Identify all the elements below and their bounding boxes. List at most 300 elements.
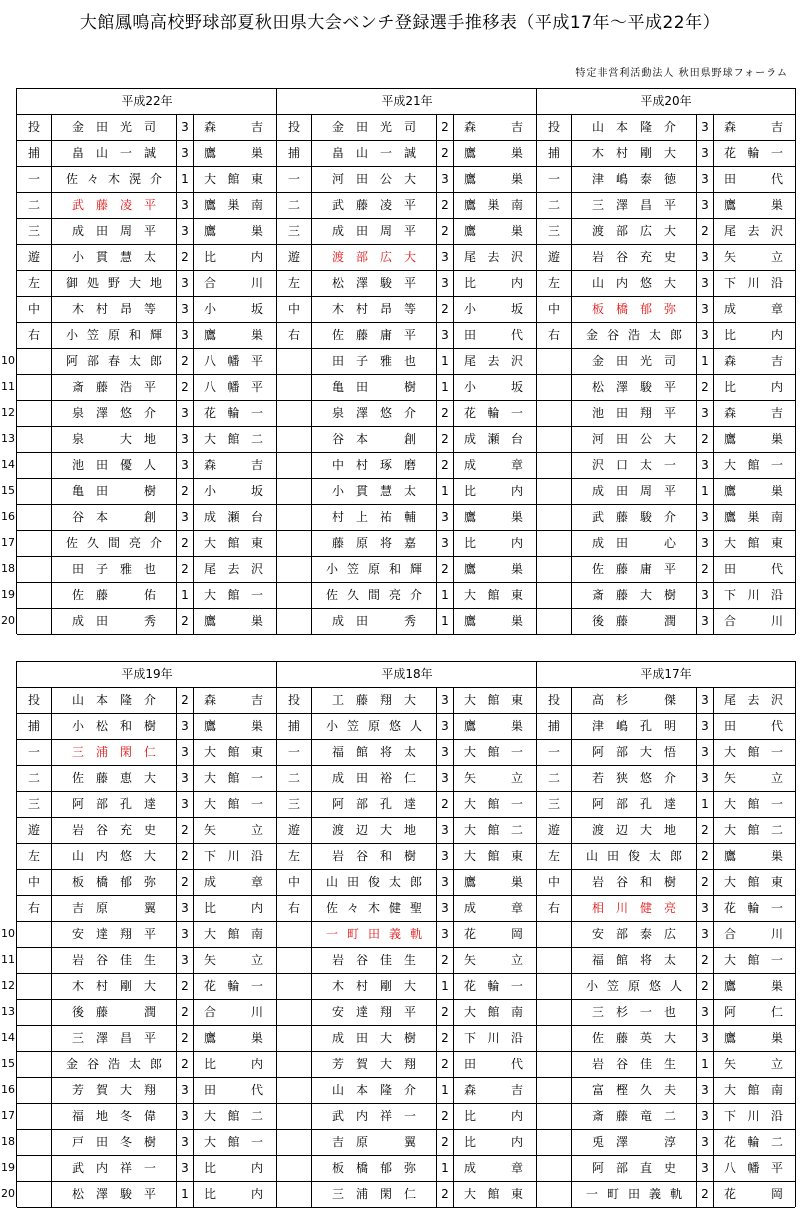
school-cell: [454, 375, 537, 400]
school-cell: [714, 531, 797, 556]
player-name-cell: [52, 167, 177, 192]
player-name: 山本隆介: [592, 120, 676, 134]
player-row: [17, 844, 277, 870]
position-cell: [537, 557, 572, 582]
grade-cell: 3: [437, 766, 454, 791]
school-cell: [194, 974, 277, 999]
grade-cell: 3: [697, 505, 714, 530]
player-name-cell: [312, 141, 437, 166]
school-name: 鷹巣: [204, 328, 263, 342]
player-name-cell: [52, 714, 177, 739]
grade-cell: 2: [437, 948, 454, 973]
school-name: 森吉: [204, 693, 263, 707]
grade-cell: 3: [177, 714, 194, 739]
row-number: [0, 244, 17, 270]
player-name: 泉澤悠介: [332, 406, 416, 420]
player-name: 木村剛大: [592, 146, 676, 160]
position-cell: [17, 1104, 52, 1129]
player-name-cell: [572, 375, 697, 400]
school-cell: [454, 557, 537, 582]
school-cell: [714, 349, 797, 374]
grade-cell: 3: [177, 323, 194, 348]
school-name: 鷹巣: [464, 172, 523, 186]
school-cell: [194, 1130, 277, 1155]
school-name: 大館東: [204, 745, 263, 759]
player-name-cell: [312, 922, 437, 947]
grade-cell: 3: [177, 271, 194, 296]
school-name: 比内: [204, 1187, 263, 1201]
position-cell: 一: [17, 167, 52, 192]
player-row: [277, 505, 537, 531]
player-row: [17, 531, 277, 557]
player-row: [17, 609, 277, 635]
player-name: 成田 心: [592, 536, 676, 550]
school-name: 矢立: [204, 823, 263, 837]
school-name: 花輪一: [204, 406, 263, 420]
position-cell: [277, 531, 312, 556]
school-cell: [454, 922, 537, 947]
school-cell: [194, 1052, 277, 1077]
grade-cell: 2: [437, 1026, 454, 1051]
player-row: [17, 453, 277, 479]
row-number: 16: [1, 1083, 15, 1096]
grade-cell: 2: [437, 193, 454, 218]
position-cell: [17, 557, 52, 582]
player-name-cell: [312, 193, 437, 218]
position-cell: 左: [537, 844, 572, 869]
school-name: 鷹巣: [464, 875, 523, 889]
page-title: 大館鳳鳴高校野球部夏秋田県大会ベンチ登録選手推移表（平成17年～平成22年）: [79, 13, 721, 33]
school-cell: [454, 1182, 537, 1207]
school-cell: [714, 1078, 797, 1103]
grade-cell: 2: [177, 870, 194, 895]
player-row: [277, 115, 537, 141]
grade-cell: 3: [177, 297, 194, 322]
grade-cell: 2: [177, 818, 194, 843]
school-cell: [194, 583, 277, 608]
year-panel: [276, 661, 537, 1207]
position-cell: 捕: [277, 141, 312, 166]
school-cell: [714, 193, 797, 218]
position-cell: 投: [277, 115, 312, 140]
player-name: 武内祥一: [332, 1109, 416, 1123]
position-cell: [277, 479, 312, 504]
school-cell: [454, 948, 537, 973]
grade-cell: 1: [437, 479, 454, 504]
school-name: 花輪二: [724, 1135, 783, 1149]
player-name: 山内悠大: [592, 276, 676, 290]
school-name: 森吉: [724, 120, 783, 134]
player-name: 佐久間亮介: [326, 588, 422, 602]
grade-cell: 2: [437, 453, 454, 478]
player-name: 津嶋孔明: [592, 719, 676, 733]
position-cell: 左: [17, 271, 52, 296]
player-name: 金田光司: [72, 120, 156, 134]
player-name-cell: [52, 1026, 177, 1051]
position-cell: 捕: [277, 714, 312, 739]
school-cell: [194, 766, 277, 791]
school-name: 大館東: [464, 588, 523, 602]
player-name: 佐藤庸平: [332, 328, 416, 342]
player-name-cell: [52, 1052, 177, 1077]
grade-cell: 3: [697, 609, 714, 634]
position-cell: 三: [277, 219, 312, 244]
position-cell: [277, 583, 312, 608]
player-row: [277, 583, 537, 609]
school-name: 大館二: [464, 823, 523, 837]
player-name: 小貫慧太: [72, 250, 156, 264]
school-name: 鷹巣: [724, 198, 783, 212]
school-cell: [714, 792, 797, 817]
player-name-cell: [312, 1026, 437, 1051]
grade-cell: 2: [177, 531, 194, 556]
school-name: 合川: [724, 614, 783, 628]
school-cell: [454, 427, 537, 452]
grade-cell: 3: [177, 193, 194, 218]
school-name: 矢立: [464, 953, 523, 967]
grade-cell: 2: [177, 1052, 194, 1077]
school-name: 比内: [204, 901, 263, 915]
row-number: [0, 296, 17, 322]
year-panel: [276, 88, 537, 634]
school-cell: [714, 974, 797, 999]
position-cell: 右: [277, 896, 312, 921]
school-name: 鷹巣南: [204, 198, 263, 212]
school-cell: [194, 505, 277, 530]
position-cell: 右: [17, 896, 52, 921]
player-name-cell: [52, 922, 177, 947]
player-name-cell: [572, 453, 697, 478]
grade-cell: 3: [437, 323, 454, 348]
school-cell: [454, 896, 537, 921]
player-name-cell: [312, 531, 437, 556]
player-row: [277, 896, 537, 922]
player-name: 山内悠大: [72, 849, 156, 863]
player-row: [537, 844, 795, 870]
player-name-cell: [52, 219, 177, 244]
player-row: [537, 948, 795, 974]
year-header: 平成18年: [277, 661, 537, 688]
player-name: 阿部孔達: [332, 797, 416, 811]
school-name: 大館南: [724, 1083, 783, 1097]
player-name: 藤原将嘉: [332, 536, 416, 550]
school-cell: [714, 1052, 797, 1077]
school-cell: [714, 583, 797, 608]
school-name: 矢立: [204, 953, 263, 967]
player-row: [537, 1026, 795, 1052]
player-name: 成田裕仁: [332, 771, 416, 785]
player-row: [17, 896, 277, 922]
position-cell: [17, 1156, 52, 1181]
position-cell: 二: [277, 766, 312, 791]
player-name: 山本隆介: [332, 1083, 416, 1097]
player-name-cell: [572, 583, 697, 608]
player-name: 若狭悠介: [592, 771, 676, 785]
position-cell: [537, 1104, 572, 1129]
grade-cell: 1: [437, 1078, 454, 1103]
player-name: 渡部広大: [592, 224, 676, 238]
position-cell: [537, 609, 572, 634]
grade-cell: 2: [177, 479, 194, 504]
school-cell: [454, 974, 537, 999]
school-cell: [714, 557, 797, 582]
row-number: 18: [1, 562, 15, 575]
row-number: [0, 322, 17, 348]
player-name-cell: [572, 1104, 697, 1129]
row-number: 16: [1, 510, 15, 523]
position-cell: 投: [17, 688, 52, 713]
school-cell: [194, 870, 277, 895]
row-number: [0, 791, 17, 817]
position-cell: [17, 531, 52, 556]
player-name: 武内祥一: [72, 1161, 156, 1175]
school-name: 成瀬台: [464, 432, 523, 446]
school-cell: [194, 297, 277, 322]
school-cell: [454, 453, 537, 478]
player-name-cell: [572, 740, 697, 765]
player-name-cell: [312, 297, 437, 322]
school-cell: [194, 1026, 277, 1051]
position-cell: [537, 1156, 572, 1181]
school-name: 大館一: [724, 458, 783, 472]
school-name: 田代: [464, 1057, 523, 1071]
player-name: 佐藤恵大: [72, 771, 156, 785]
grade-cell: 3: [177, 1130, 194, 1155]
player-name: 河田公大: [332, 172, 416, 186]
school-name: 大館一: [724, 797, 783, 811]
grade-cell: 2: [697, 870, 714, 895]
school-cell: [194, 375, 277, 400]
player-name: 板橋郁弥: [592, 302, 676, 316]
school-cell: [454, 1104, 537, 1129]
position-cell: 中: [537, 297, 572, 322]
player-name: 阿部孔達: [592, 797, 676, 811]
player-name: 亀田 樹: [72, 484, 156, 498]
school-name: 鷹巣: [204, 1031, 263, 1045]
player-row: [17, 557, 277, 583]
row-number: [0, 895, 17, 921]
school-name: 花岡: [724, 1187, 783, 1201]
grade-cell: 2: [697, 974, 714, 999]
player-row: [537, 740, 795, 766]
player-row: [537, 1104, 795, 1130]
grade-cell: 1: [177, 1182, 194, 1207]
grade-cell: 2: [437, 1000, 454, 1025]
player-name: 畠山一誠: [332, 146, 416, 160]
player-name-cell: [52, 427, 177, 452]
row-number: [0, 687, 17, 713]
school-name: 花輪一: [724, 901, 783, 915]
position-cell: [17, 922, 52, 947]
grade-cell: 3: [697, 401, 714, 426]
player-name: 木村剛大: [72, 979, 156, 993]
school-name: 比内: [464, 276, 523, 290]
player-name: 松澤駿平: [332, 276, 416, 290]
player-name: 武藤凌平: [72, 198, 156, 212]
school-cell: [714, 896, 797, 921]
row-number: [0, 739, 17, 765]
grade-cell: 3: [697, 1078, 714, 1103]
grade-cell: 1: [697, 1052, 714, 1077]
player-row: [537, 609, 795, 635]
player-name-cell: [312, 740, 437, 765]
position-cell: [277, 427, 312, 452]
school-cell: [714, 505, 797, 530]
position-cell: 一: [537, 740, 572, 765]
position-cell: [277, 557, 312, 582]
player-name-cell: [312, 1052, 437, 1077]
player-row: [277, 609, 537, 635]
player-name: 岩谷充史: [72, 823, 156, 837]
player-row: [277, 766, 537, 792]
school-cell: [194, 1156, 277, 1181]
grade-cell: 2: [177, 375, 194, 400]
player-name: 一町田義軌: [326, 927, 422, 941]
position-cell: [277, 375, 312, 400]
player-name-cell: [312, 427, 437, 452]
position-cell: [277, 1026, 312, 1051]
player-name: 金谷浩太郎: [586, 328, 682, 342]
grade-cell: 1: [437, 583, 454, 608]
school-cell: [714, 1130, 797, 1155]
school-cell: [194, 401, 277, 426]
player-name: 岩谷和樹: [592, 875, 676, 889]
school-cell: [454, 740, 537, 765]
position-cell: 右: [277, 323, 312, 348]
player-name: 佐藤庸平: [592, 562, 676, 576]
player-name-cell: [52, 505, 177, 530]
position-cell: [277, 609, 312, 634]
position-cell: [537, 974, 572, 999]
player-row: [537, 896, 795, 922]
player-name: 岩谷佳生: [592, 1057, 676, 1071]
row-number: 11: [1, 380, 15, 393]
school-name: 森吉: [204, 120, 263, 134]
grade-cell: 2: [177, 245, 194, 270]
player-row: [277, 1130, 537, 1156]
player-name-cell: [572, 818, 697, 843]
player-row: [537, 1052, 795, 1078]
school-name: 鷹巣: [464, 510, 523, 524]
player-row: [277, 870, 537, 896]
player-name-cell: [572, 688, 697, 713]
school-cell: [194, 245, 277, 270]
school-name: 森吉: [204, 458, 263, 472]
position-cell: [17, 505, 52, 530]
player-name: 津嶋泰徳: [592, 172, 676, 186]
player-row: [537, 479, 795, 505]
position-cell: [537, 401, 572, 426]
player-row: [17, 271, 277, 297]
school-name: 田代: [464, 328, 523, 342]
school-name: 森吉: [464, 1083, 523, 1097]
school-name: 尾去沢: [464, 354, 523, 368]
grade-cell: 2: [697, 427, 714, 452]
school-cell: [194, 922, 277, 947]
player-row: [17, 792, 277, 818]
player-row: [277, 844, 537, 870]
player-row: [17, 766, 277, 792]
player-name-cell: [572, 531, 697, 556]
player-name: 小笠原和輝: [66, 328, 162, 342]
row-number: 18: [1, 1135, 15, 1148]
school-name: 小坂: [204, 484, 263, 498]
player-name: 成田周平: [72, 224, 156, 238]
school-name: 鷹巣: [464, 146, 523, 160]
grade-cell: 3: [697, 740, 714, 765]
player-name: 武藤凌平: [332, 198, 416, 212]
grade-cell: 2: [177, 349, 194, 374]
grade-cell: 3: [697, 193, 714, 218]
player-row: [537, 870, 795, 896]
school-cell: [194, 792, 277, 817]
position-cell: [537, 922, 572, 947]
player-name-cell: [52, 896, 177, 921]
school-cell: [454, 479, 537, 504]
player-name-cell: [52, 401, 177, 426]
player-name: 岩谷佳生: [332, 953, 416, 967]
player-row: [277, 375, 537, 401]
player-row: [277, 1078, 537, 1104]
school-name: 花岡: [464, 927, 523, 941]
school-name: 小坂: [204, 302, 263, 316]
player-name-cell: [572, 1000, 697, 1025]
position-cell: [277, 1156, 312, 1181]
player-name: 後藤 潤: [592, 614, 676, 628]
player-name-cell: [52, 1078, 177, 1103]
player-name-cell: [52, 948, 177, 973]
player-row: [17, 323, 277, 349]
school-cell: [714, 948, 797, 973]
player-row: [17, 349, 277, 375]
school-cell: [454, 115, 537, 140]
school-name: 大館東: [204, 536, 263, 550]
school-name: 鷹巣: [724, 484, 783, 498]
school-cell: [194, 193, 277, 218]
player-row: [17, 375, 277, 401]
player-row: [537, 818, 795, 844]
school-name: 比内: [464, 484, 523, 498]
school-name: 成章: [464, 458, 523, 472]
year-header: 平成21年: [277, 88, 537, 115]
school-cell: [454, 193, 537, 218]
school-name: 森吉: [724, 406, 783, 420]
player-name-cell: [312, 453, 437, 478]
player-row: [537, 427, 795, 453]
school-cell: [714, 844, 797, 869]
player-row: [17, 688, 277, 714]
grade-cell: 2: [437, 115, 454, 140]
grade-cell: 3: [697, 1130, 714, 1155]
player-row: [17, 167, 277, 193]
player-name-cell: [312, 1104, 437, 1129]
school-name: 成章: [204, 875, 263, 889]
position-cell: 一: [537, 167, 572, 192]
player-name: 小松和樹: [72, 719, 156, 733]
player-name-cell: [572, 271, 697, 296]
school-name: 大館一: [204, 797, 263, 811]
player-name: 後藤 潤: [72, 1005, 156, 1019]
player-row: [17, 297, 277, 323]
grade-cell: 3: [697, 1026, 714, 1051]
player-name: 三杉一也: [592, 1005, 676, 1019]
player-row: [537, 219, 795, 245]
school-name: 成章: [464, 1161, 523, 1175]
school-name: 鷹巣: [204, 146, 263, 160]
position-cell: [537, 531, 572, 556]
row-number: 14: [1, 458, 15, 471]
row-number: 17: [1, 536, 15, 549]
